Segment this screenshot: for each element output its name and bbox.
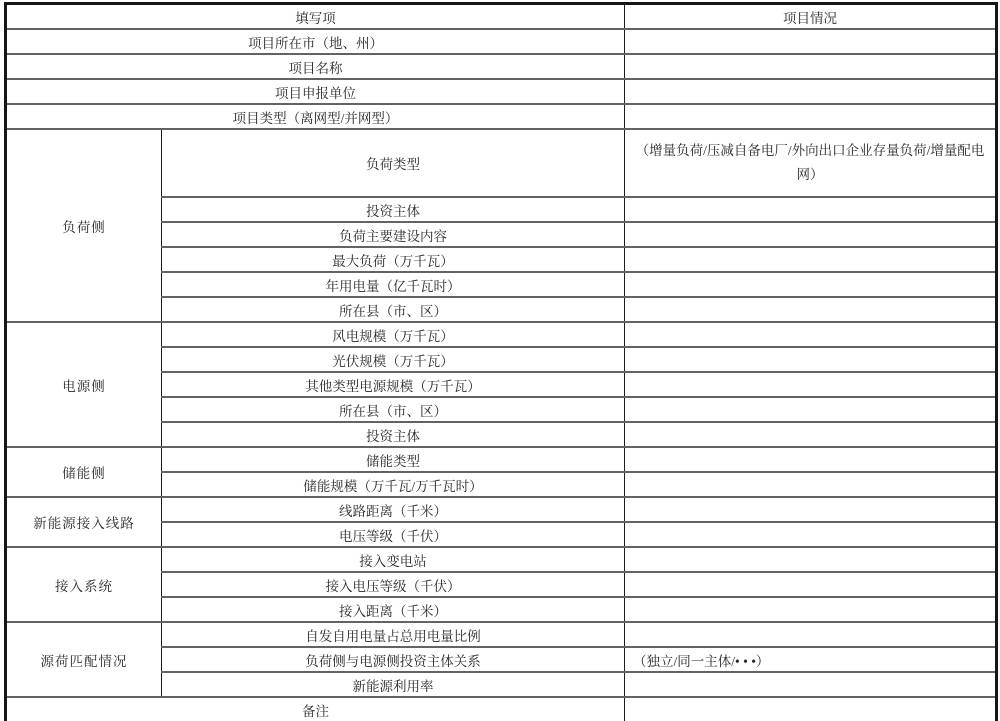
row-value-investor-relation: （独立/同一主体/• • •） (625, 647, 997, 672)
row-value-line-distance (625, 497, 997, 522)
row-label-project-name: 项目名称 (6, 54, 625, 79)
row-value-load-county (625, 297, 997, 322)
row-label-line-distance: 线路距离（千米） (162, 497, 625, 522)
row-label-other-power-scale: 其他类型电源规模（万千瓦） (162, 372, 625, 397)
row-label-max-load: 最大负荷（万千瓦） (162, 247, 625, 272)
row-label-load-construction: 负荷主要建设内容 (162, 222, 625, 247)
row-value-pv-scale (625, 347, 997, 372)
row-value-renewable-utilization (625, 672, 997, 697)
row-label-load-county: 所在县（市、区） (162, 297, 625, 322)
row-label-storage-type: 储能类型 (162, 447, 625, 472)
row-label-self-use-ratio: 自发自用电量占总用电量比例 (162, 622, 625, 647)
row-value-remark (625, 697, 997, 721)
row-label-load-investor: 投资主体 (162, 197, 625, 222)
row-value-project-name (625, 54, 997, 79)
row-value-other-power-scale (625, 372, 997, 397)
row-value-storage-scale (625, 472, 997, 497)
row-value-load-construction (625, 222, 997, 247)
table-row (6, 547, 997, 572)
row-label-access-distance: 接入距离（千米） (162, 597, 625, 622)
row-value-project-city (625, 29, 997, 54)
row-label-annual-consumption: 年用电量（亿千瓦时） (162, 272, 625, 297)
row-label-access-voltage: 接入电压等级（千伏） (162, 572, 625, 597)
row-value-access-substation (625, 547, 997, 572)
row-label-investor-relation: 负荷侧与电源侧投资主体关系 (162, 647, 625, 672)
table-row (6, 622, 997, 647)
table-row (6, 322, 997, 347)
row-value-power-investor (625, 422, 997, 447)
table-row (6, 497, 997, 522)
table-row (6, 697, 997, 721)
row-label-load-type: 负荷类型 (162, 129, 625, 197)
table-row (6, 104, 997, 129)
row-value-power-county (625, 397, 997, 422)
row-value-access-distance (625, 597, 997, 622)
row-value-self-use-ratio (625, 622, 997, 647)
row-label-access-substation: 接入变电站 (162, 547, 625, 572)
row-value-wind-scale (625, 322, 997, 347)
table-row (6, 54, 997, 79)
row-label-storage-scale: 储能规模（万千瓦/万千瓦时） (162, 472, 625, 497)
group-cell-storage-side: 储能侧 (6, 447, 162, 497)
group-cell-access-line: 新能源接入线路 (6, 497, 162, 547)
row-value-load-investor (625, 197, 997, 222)
row-label-project-city: 项目所在市（地、州） (6, 29, 625, 54)
row-label-remark: 备注 (6, 697, 625, 721)
row-label-power-county: 所在县（市、区） (162, 397, 625, 422)
table-row (6, 129, 997, 197)
table-row (6, 447, 997, 472)
group-cell-power-side: 电源侧 (6, 322, 162, 447)
table-row (6, 29, 997, 54)
row-value-project-type (625, 104, 997, 129)
row-value-voltage-level (625, 522, 997, 547)
row-value-max-load (625, 247, 997, 272)
row-label-declaring-unit: 项目申报单位 (6, 79, 625, 104)
group-cell-source-load-match: 源荷匹配情况 (6, 622, 162, 697)
form-table (4, 2, 998, 721)
row-value-load-type: （增量负荷/压减自备电厂/外向出口企业存量负荷/增量配电网） (625, 129, 997, 197)
row-label-renewable-utilization: 新能源利用率 (162, 672, 625, 697)
row-label-power-investor: 投资主体 (162, 422, 625, 447)
row-value-storage-type (625, 447, 997, 472)
row-label-pv-scale: 光伏规模（万千瓦） (162, 347, 625, 372)
row-value-annual-consumption (625, 272, 997, 297)
header-row (6, 4, 997, 30)
row-label-voltage-level: 电压等级（千伏） (162, 522, 625, 547)
row-label-project-type: 项目类型（离网型/并网型） (6, 104, 625, 129)
table-row (6, 79, 997, 104)
row-value-access-voltage (625, 572, 997, 597)
group-cell-access-system: 接入系统 (6, 547, 162, 622)
row-label-wind-scale: 风电规模（万千瓦） (162, 322, 625, 347)
row-value-declaring-unit (625, 79, 997, 104)
group-cell-load-side: 负荷侧 (6, 129, 162, 322)
header-project-status: 项目情况 (625, 4, 997, 30)
header-fill-item: 填写项 (6, 4, 625, 30)
